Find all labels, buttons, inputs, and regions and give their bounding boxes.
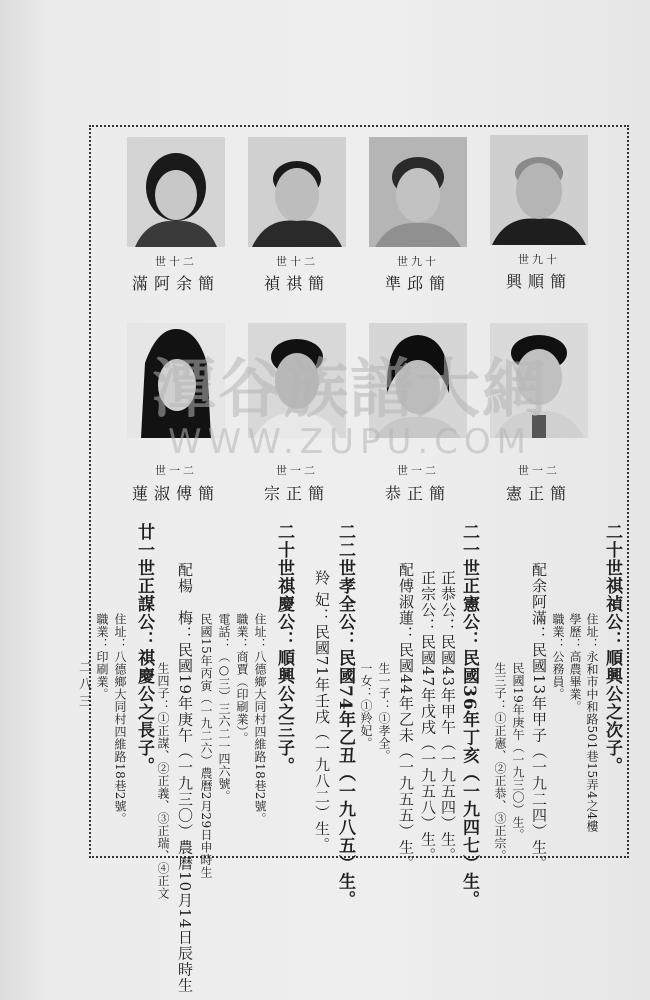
portrait-photo [127, 137, 225, 247]
portrait-name: 興順簡 [505, 272, 572, 291]
entry-line: 職業：商賈（印刷業）。 [235, 613, 249, 745]
entry-line: 住址：八德鄉大同村四維路18巷2號。 [253, 613, 267, 825]
entry-line: 民國15年丙寅（一九二六）農曆2月29日申時生 [199, 613, 213, 879]
entry-line: 生一子：①孝全。 [377, 662, 391, 762]
generation-label: 世一二 [276, 464, 318, 477]
entry-heading: 二十世祺慶公：順興公之三子。 [274, 523, 294, 775]
watermark-text: 潭谷族譜大網 [152, 353, 548, 427]
portrait-photo [248, 323, 346, 438]
entry-heading: 正恭公：民國43年甲午（一九五四）生。 [439, 570, 457, 864]
entry-line: 一女：①羚妃。 [359, 662, 373, 750]
generation-label: 世十二 [155, 255, 197, 268]
portrait-name: 憲正簡 [505, 484, 572, 503]
entry-heading: 二一世正憲公：民國36年丁亥（一九四七）生。 [459, 523, 479, 909]
watermark-url: WWW.ZUPU.COM [168, 422, 532, 462]
entry-spouse: 配傅淑蓮：民國44年乙未（一九五五）生。 [397, 562, 415, 872]
portrait-photo [369, 137, 467, 247]
entry-spouse: 配楊 梅：民國19年庚午（一九三〇）農曆10月14日辰時生 [176, 562, 194, 994]
entry-line: 民國19年庚午（一九三〇）生。 [511, 662, 525, 841]
generation-label: 世一二 [518, 464, 560, 477]
portrait-photo [490, 135, 588, 245]
generation-label: 世九十 [397, 255, 439, 268]
portrait-name: 滿阿余簡 [131, 274, 220, 293]
entry-line: 學歷：高農畢業。 [568, 613, 582, 713]
portrait-photo [127, 323, 225, 438]
portrait-name: 恭正簡 [384, 484, 451, 503]
generation-label: 世十二 [276, 255, 318, 268]
generation-label: 世一二 [155, 464, 197, 477]
portrait-photo [490, 323, 588, 438]
entry-line: 住址：八德鄉大同村四維路18巷2號。 [113, 613, 127, 825]
page-number: 二八三 [76, 660, 91, 711]
generation-label: 世一二 [397, 464, 439, 477]
portrait-photo [369, 323, 467, 438]
generation-label: 世九十 [518, 253, 560, 266]
portrait-name: 禎祺簡 [263, 274, 330, 293]
entry-heading: 二十世祺禎公：順興公之次子。 [602, 523, 622, 775]
entry-heading: 正宗公：民國47年戊戌（一九五八）生。 [419, 570, 437, 864]
entry-spouse: 羚 妃：民國71年壬戌（一九八二）生。 [313, 570, 331, 853]
entry-spouse: 配余阿滿：民國13年甲子（一九二四）生。 [530, 562, 548, 872]
portrait-photo [248, 137, 346, 247]
entry-line: 生四子：①正謀、②正義、③正瑞、④正文 [156, 662, 170, 900]
entry-line: 住址：永和市中和路501巷15弄4之4樓 [585, 613, 599, 833]
portrait-name: 準邱簡 [384, 274, 451, 293]
entry-heading: 二二世孝全公：民國74年乙丑（一九八五）生。 [335, 523, 355, 909]
entry-line: 職業：公務員。 [551, 613, 565, 701]
entry-line: 電話：（○三）三六二一四六號。 [217, 613, 231, 803]
entry-line: 職業：印刷業。 [95, 613, 109, 701]
entry-line: 生三子：①正憲、②正恭、③正宗。 [493, 662, 507, 862]
portrait-name: 宗正簡 [263, 484, 330, 503]
entry-heading: 廿一世正謀公：祺慶公之長子。 [134, 523, 154, 775]
portrait-name: 蓮淑傅簡 [131, 484, 220, 503]
